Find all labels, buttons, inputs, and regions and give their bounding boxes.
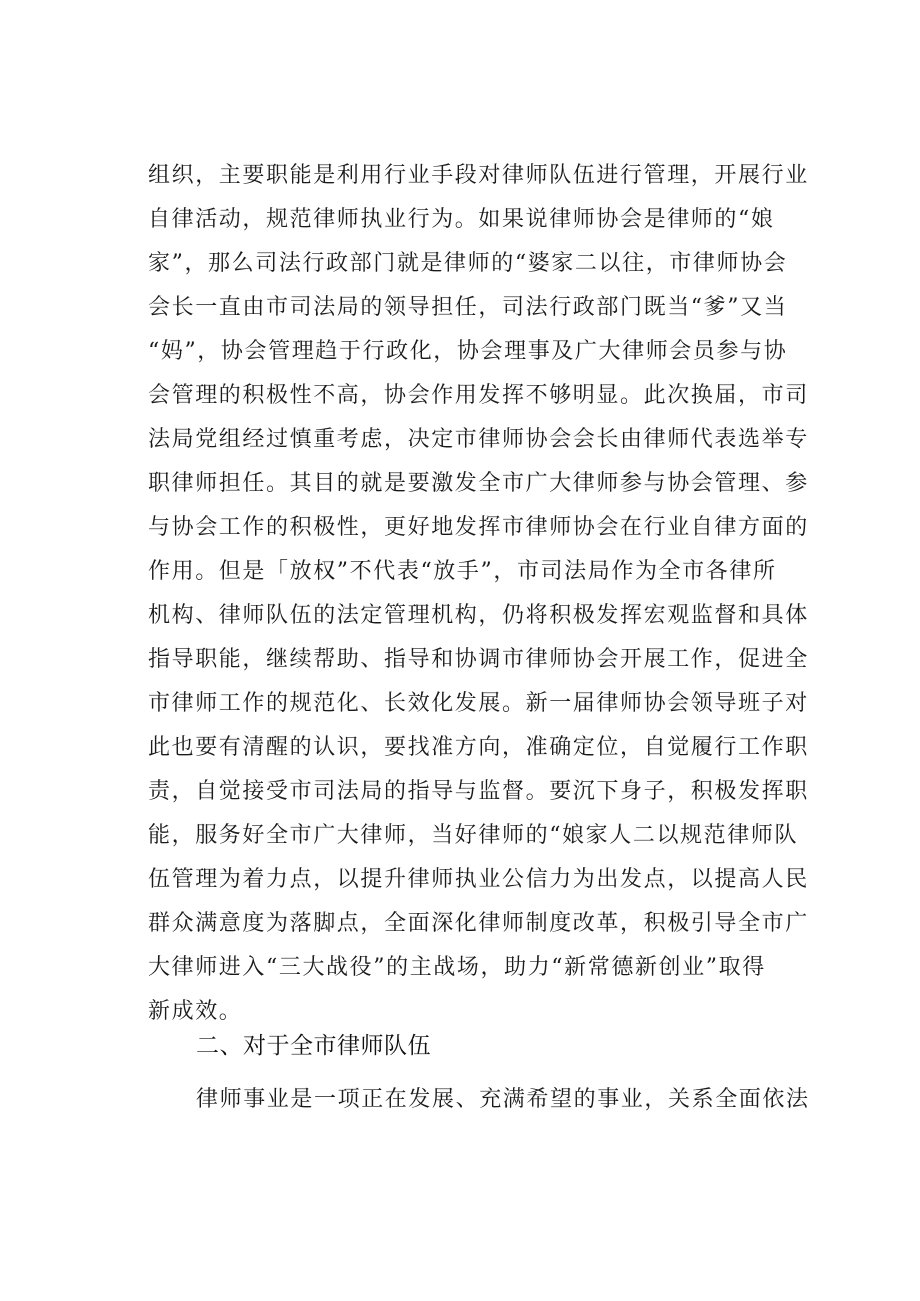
paragraph-line: 会长一直由市司法局的领导担任，司法行政部门既当“爹”又当 xyxy=(148,295,788,320)
paragraph-line: 职律师担任。其目的就是要激发全市广大律师参与协会管理、参 xyxy=(148,471,809,496)
paragraph-line: 作用。但是「放权”不代表“放手”，市司法局作为全市各律所 xyxy=(148,559,777,584)
paragraph-line: 责，自觉接受市司法局的指导与监督。要沉下身子，积极发挥职 xyxy=(148,779,809,804)
section-heading: 二、对于全市律师队伍 xyxy=(196,1033,431,1059)
paragraph-line: “妈”，协会管理趋于行政化，协会理事及广大律师会员参与协 xyxy=(148,339,788,364)
paragraph-line: 新成效。 xyxy=(148,999,243,1024)
paragraph-line: 会管理的积极性不高，协会作用发挥不够明显。此次换届，市司 xyxy=(148,383,809,408)
paragraph-line: 伍管理为着力点，以提升律师执业公信力为出发点，以提高人民 xyxy=(148,867,809,892)
paragraph-line: 自律活动，规范律师执业行为。如果说律师协会是律师的“娘 xyxy=(148,207,775,232)
paragraph-line: 家”，那么司法行政部门就是律师的“婆家二以往，市律师协会 xyxy=(148,251,788,276)
paragraph-line: 市律师工作的规范化、长效化发展。新一届律师协会领导班子对 xyxy=(148,691,809,716)
paragraph-line: 机构、律师队伍的法定管理机构，仍将积极发挥宏观监督和具体 xyxy=(148,603,809,628)
paragraph-line: 能，服务好全市广大律师，当好律师的“娘家人二以规范律师队 xyxy=(148,823,799,848)
paragraph-line: 律师事业是一项正在发展、充满希望的事业，关系全面依法 xyxy=(196,1087,810,1112)
paragraph-line: 指导职能，继续帮助、指导和协调市律师协会开展工作，促进全 xyxy=(148,647,809,672)
paragraph-line: 大律师进入“三大战役”的主战场，助力“新常德新创业”取得 xyxy=(148,955,766,980)
paragraph-line: 群众满意度为落脚点，全面深化律师制度改革，积极引导全市广 xyxy=(148,911,809,936)
paragraph-line: 法局党组经过慎重考虑，决定市律师协会会长由律师代表选举专 xyxy=(148,427,809,452)
paragraph-line: 与协会工作的积极性，更好地发挥市律师协会在行业自律方面的 xyxy=(148,515,809,540)
paragraph-line: 组织，主要职能是利用行业手段对律师队伍进行管理，开展行业 xyxy=(148,163,809,188)
paragraph-line: 此也要有清醒的认识，要找准方向，准确定位，自觉履行工作职 xyxy=(148,735,809,760)
